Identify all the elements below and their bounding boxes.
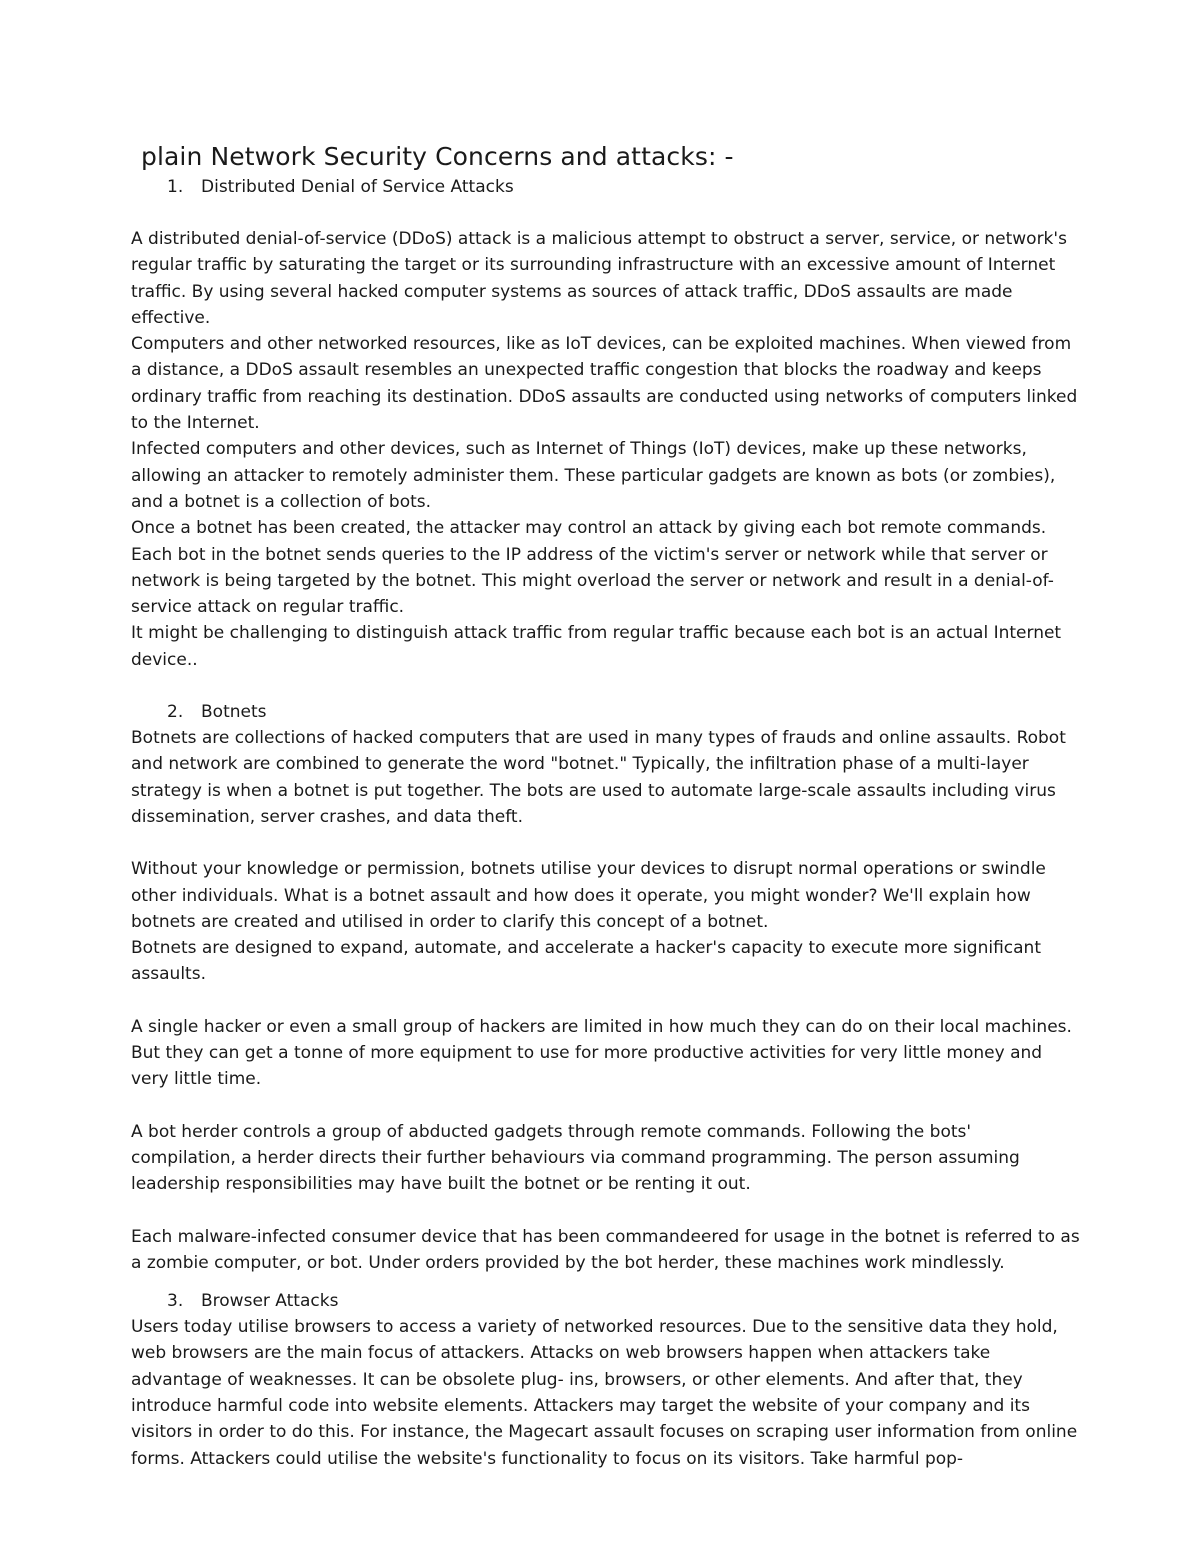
spacer	[131, 200, 1081, 226]
paragraph: A single hacker or even a small group of hackers are limited in how much they can do on their local machines. But they can get a tonne of more equipment to use for more productive activities for very little money and very little time.	[131, 1016, 1072, 1090]
paragraph: Users today utilise browsers to access a variety of networked resources. Due to the sensitive data they hold, web browsers are the main focus of attackers. Attacks on web browsers happen when attackers take advantage of weaknesses. It can be obsolete plug- ins, browsers, or other elements. And after that, they introduce harmful code into website elements. Attackers may target the website of your company and its visitors in order to do this. For instance, the Magecart assault focuses on scraping user information from online forms. Attackers could utilise the website's functionality to focus on its visitors. Take harmful pop-	[131, 1317, 1078, 1469]
paragraph: Computers and other networked resources, like as IoT devices, can be exploited machines. When viewed from a distance, a DDoS assault resembles an unexpected traffic congestion that blocks the roadway and keeps ordinary traffic from reaching its destination. DDoS assaults are conducted using networks of computers linked to the Internet.	[131, 334, 1078, 434]
spacer	[131, 830, 1081, 856]
paragraph: Once a botnet has been created, the attacker may control an attack by giving each bot remote commands. Each bot in the botnet sends queries to the IP address of the victim's server or network while that server or network is being targeted by the botnet. This might overload the server or network and result in a denial-of-service attack on regular traffic.	[131, 518, 1054, 618]
paragraph: Each malware-infected consumer device that has been commandeered for usage in the botnet is referred to as a zombie computer, or bot. Under orders provided by the bot herder, these machines work mindlessly.	[131, 1226, 1080, 1273]
paragraph: Botnets are collections of hacked computers that are used in many types of frauds and online assaults. Robot and network are combined to generate the word "botnet." Typically, the infiltration phase of a multi-layer strategy is when a botnet is put together. The bots are used to automate large-scale assaults including virus dissemination, server crashes, and data theft.	[131, 728, 1066, 827]
section-title: Distributed Denial of Service Attacks	[201, 177, 514, 197]
spacer	[131, 1276, 1081, 1288]
list-number: 3.	[167, 1291, 184, 1312]
section-heading-ddos	[131, 174, 1081, 200]
document-page	[131, 140, 1081, 1472]
paragraph: A distributed denial-of-service (DDoS) attack is a malicious attempt to obstruct a server, service, or network's regular traffic by saturating the target or its surrounding infrastructure with an excessive amount of Internet traffic. By using several hacked computer systems as sources of attack traffic, DDoS assaults are made effective.	[131, 229, 1067, 328]
section-heading-botnets	[131, 699, 1081, 725]
spacer	[131, 1198, 1081, 1224]
paragraph: Infected computers and other devices, such as Internet of Things (IoT) devices, make up these networks, allowing an attacker to remotely administer them. These particular gadgets are known as bots (or zombies), and a botnet is a collection of bots.	[131, 439, 1056, 512]
section-title: Browser Attacks	[201, 1291, 339, 1312]
section-title: Botnets	[201, 702, 267, 723]
list-number: 1.	[167, 177, 184, 197]
document-title: plain Network Security Concerns and attacks: -	[141, 142, 734, 171]
spacer	[131, 673, 1081, 699]
list-number: 2.	[167, 702, 184, 723]
paragraph: Botnets are designed to expand, automate, and accelerate a hacker's capacity to execute more significant assaults.	[131, 938, 1041, 985]
paragraph: Without your knowledge or permission, botnets utilise your devices to disrupt normal operations or swindle other individuals. What is a botnet assault and how does it operate, you might wonder? We'll explain how botnets are created and utilised in order to clarify this concept of a botnet.	[131, 859, 1046, 932]
section-heading-browser-attacks	[131, 1288, 1081, 1314]
spacer	[131, 988, 1081, 1014]
spacer	[131, 1093, 1081, 1119]
paragraph: It might be challenging to distinguish attack traffic from regular traffic because each bot is an actual Internet device..	[131, 623, 1062, 670]
paragraph: A bot herder controls a group of abducted gadgets through remote commands. Following the bots' compilation, a herder directs their further behaviours via command programming. The person assuming leadership responsibilities may have built the botnet or be renting it out.	[131, 1121, 1020, 1195]
